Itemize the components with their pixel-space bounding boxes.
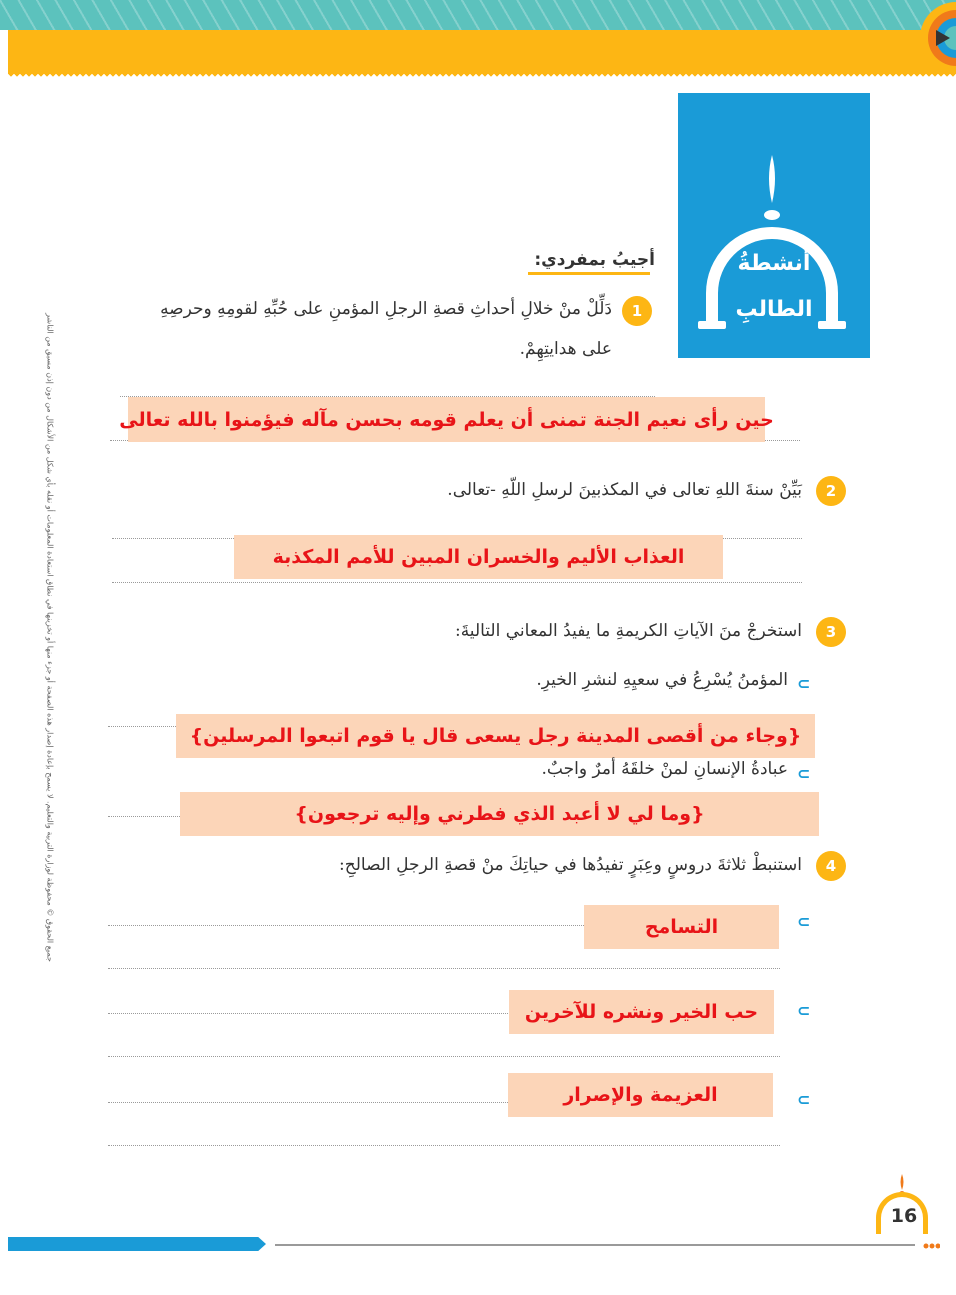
answer-line	[108, 925, 586, 926]
answer-line	[108, 1102, 510, 1103]
bullet-arrow-icon: ⊂	[797, 764, 811, 783]
footer-bar	[8, 1237, 266, 1251]
bullet-arrow-icon: ⊂	[797, 912, 811, 931]
section-heading-underline	[528, 272, 650, 275]
header-ornament-icon	[906, 0, 956, 80]
copyright-notice: جميع الحقوق © محفوظة لوزارة التربية والتعليم. لا يسمح بإعادة إصدار هذه الصفحة أو جزء منها أو تخزينها في نطاق استعادة المعلومات أو نقله بأي شكل من الأشكال من دون إذن مسبق من الناشر	[45, 313, 55, 962]
question-4-answer-3: العزيمة والإصرار	[508, 1073, 773, 1117]
answer-line	[108, 726, 178, 727]
bullet-arrow-icon: ⊂	[797, 1090, 811, 1109]
answer-line	[108, 816, 182, 817]
answer-line	[108, 1056, 780, 1057]
question-3-item-1-answer: {وجاء من أقصى المدينة رجل يسعى قال يا قوم اتبعوا المرسلين}	[176, 714, 815, 758]
page-number: 16	[890, 1205, 918, 1227]
question-1-text-line1: دَلِّلْ منْ خلالِ أحداثِ قصةِ الرجلِ المؤمنِ على حُبِّهِ لقومِهِ وحرصِهِ	[160, 299, 612, 319]
section-heading: أجيبُ بمفردي:	[534, 250, 655, 270]
header-orange-band	[8, 30, 956, 74]
bullet-arrow-icon: ⊂	[797, 1001, 811, 1020]
panel-title-line2: الطالبِ	[735, 297, 813, 322]
question-3-item-2-answer: {وما لي لا أعبد الذي فطرني وإليه ترجعون}	[180, 792, 819, 836]
question-4-answer-2: حب الخير ونشره للآخرين	[509, 990, 774, 1034]
question-1-text-line2: على هدايتِهِمْ.	[519, 339, 612, 359]
bullet-arrow-icon: ⊂	[797, 674, 811, 693]
question-4-answer-1: التسامح	[584, 905, 779, 949]
student-activities-panel	[678, 93, 870, 358]
answer-line	[112, 582, 802, 583]
question-2-text: بَيِّنْ سنةَ اللهِ تعالى في المكذبينَ لرسلِ اللّهِ -تعالى.	[447, 480, 802, 500]
panel-title-line1: أنشطةُ	[737, 251, 811, 276]
answer-line	[108, 1145, 780, 1146]
answer-line	[108, 1013, 510, 1014]
header-zigzag-edge	[8, 74, 956, 80]
question-2-badge: 2	[816, 476, 846, 506]
question-4-text: استنبطْ ثلاثةَ دروسٍ وعِبَرٍ تفيدُها في حياتِكَ منْ قصةِ الرجلِ الصالحِ:	[339, 855, 802, 875]
question-4-badge: 4	[816, 851, 846, 881]
question-3-item-1-text: المؤمنُ يُسْرِعُ في سعيِهِ لنشرِ الخيرِ.	[536, 670, 788, 690]
question-1-badge: 1	[622, 296, 652, 326]
question-3-badge: 3	[816, 617, 846, 647]
header-pattern	[0, 0, 956, 30]
footer-line	[275, 1244, 915, 1246]
answer-line	[108, 968, 780, 969]
question-1-answer: حين رأى نعيم الجنة تمنى أن يعلم قومه بحسن مآله فيؤمنوا بالله تعالى	[128, 397, 765, 442]
question-3-item-2-text: عبادةُ الإنسانِ لمنْ خلقَهُ أمرٌ واجبٌ.	[541, 759, 788, 779]
question-2-answer: العذاب الأليم والخسران المبين للأمم المكذبة	[234, 535, 723, 579]
question-3-text: استخرجْ منَ الآياتِ الكريمةِ ما يفيدُ المعاني التاليةَ:	[454, 621, 802, 641]
